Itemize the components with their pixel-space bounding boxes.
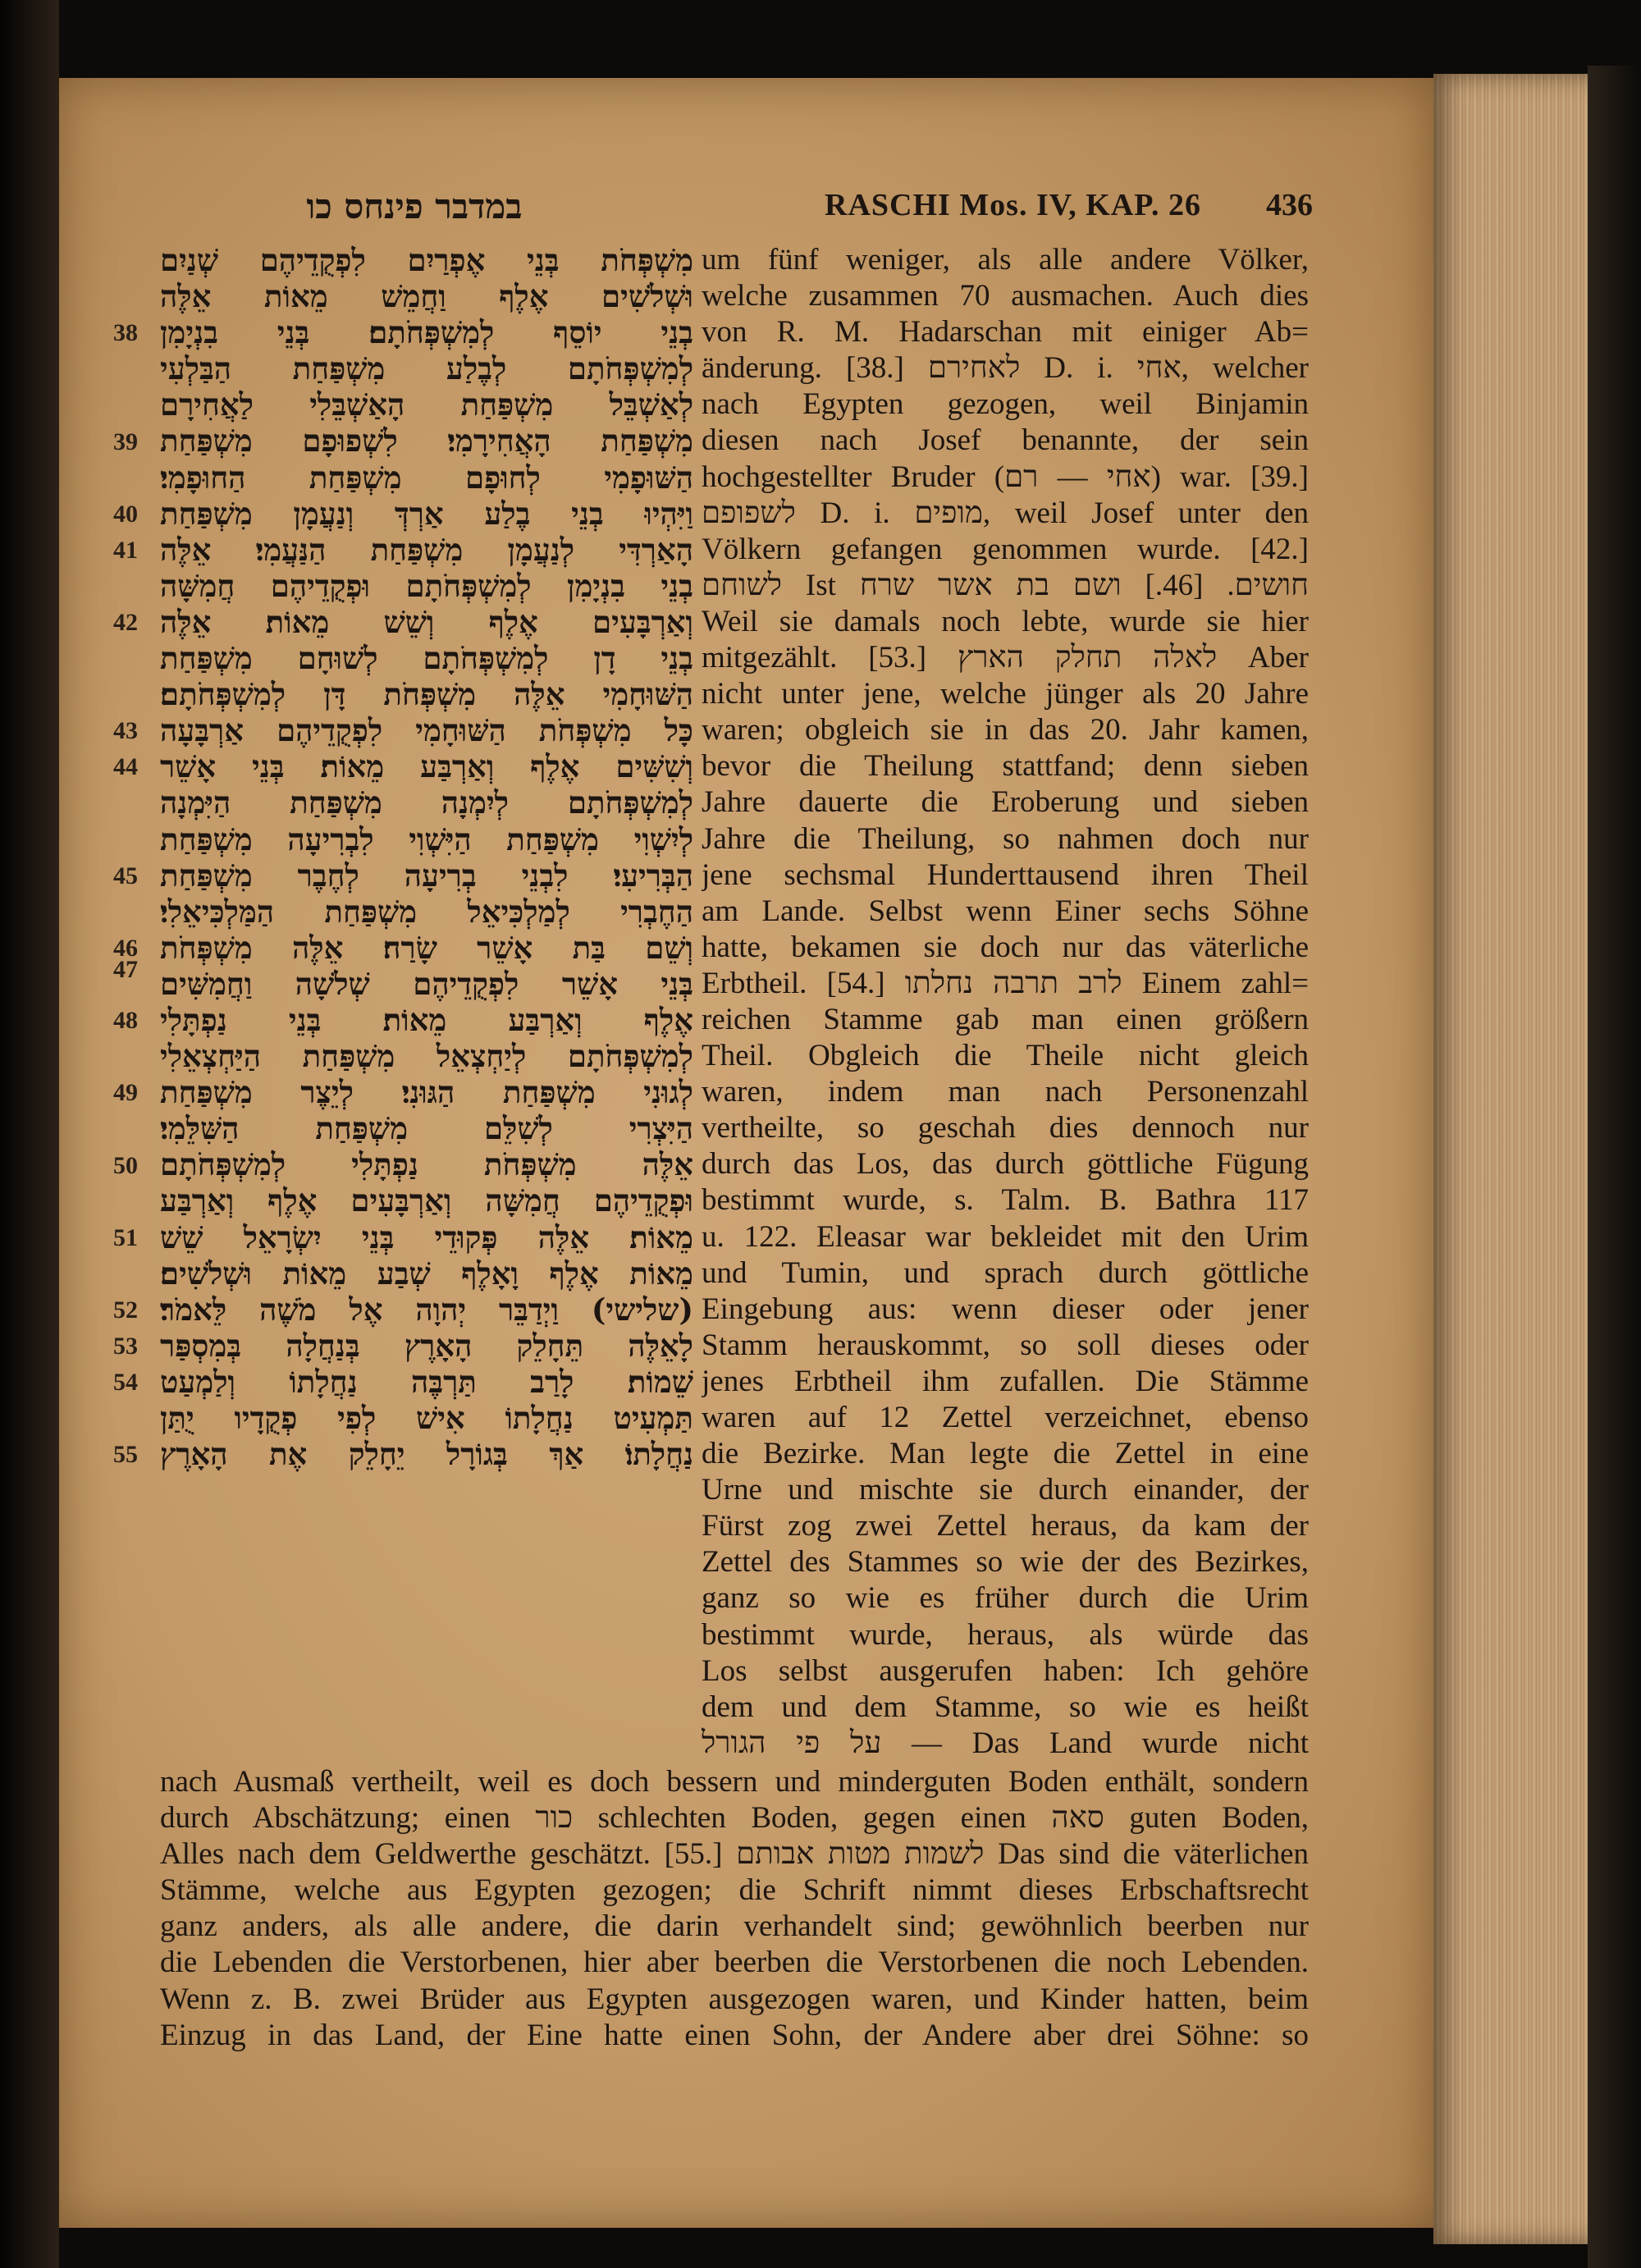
commentary-line: waren; obgleich sie in das 20. Jahr kamen, bbox=[702, 713, 1309, 748]
hebrew-line: הָאַרְדִּי לְנַעֲמָן מִשְׁפַּחַת הַנַּעֲמִי׃ אֵלֶּה bbox=[160, 531, 693, 568]
commentary-line: am Lande. Selbst wenn Einer sechs Söhne bbox=[702, 894, 1309, 928]
verse-number: 48 bbox=[113, 1007, 138, 1035]
hebrew-line: מִשְׁפְּחֹת בְּנֵי אֶפְרַיִם לִפְקֻדֵיהֶם שְׁנַיִם bbox=[160, 242, 693, 278]
hebrew-line: לָאֵלֶּה תֵּחָלֵק הָאָרֶץ בְּנַחֲלָה בְּמִסְפַּר bbox=[160, 1327, 693, 1364]
verse-number: 53 bbox=[113, 1333, 138, 1360]
verse-number: 45 bbox=[113, 862, 138, 889]
commentary-line: לשפופם D. i. מופים, weil Josef unter den bbox=[702, 496, 1309, 530]
commentary-line: ganz anders, als alle andere, die darin verhandelt sind; gewöhnlich beerben nur bbox=[160, 1909, 1309, 1944]
hebrew-line: לְמִשְׁפְּחֹתָם לְיִמְנָה מִשְׁפַּחַת הַיִּמְנָה bbox=[160, 784, 693, 821]
page-stack-edge bbox=[1433, 74, 1614, 2244]
commentary-line: על פי הגורל — Das Land wurde nicht bbox=[702, 1726, 1309, 1760]
commentary-line: nach Egypten gezogen, weil Binjamin bbox=[702, 387, 1309, 422]
commentary-line: die Bezirke. Man legte die Zettel in eine bbox=[702, 1437, 1309, 1471]
commentary-line: bestimmt wurde, heraus, als würde das bbox=[702, 1617, 1309, 1652]
running-head-german: RASCHI Mos. IV, KAP. 26 bbox=[825, 188, 1202, 222]
verse-number: 50 bbox=[113, 1151, 138, 1179]
commentary-line: Völkern gefangen genommen wurde. [42.] bbox=[702, 532, 1309, 566]
hebrew-line: אֶלֶף וְאַרְבַּע מֵאוֹת׃ בְּנֵי נַפְתָּלִי bbox=[160, 1001, 693, 1038]
commentary-line: jene sechsmal Hunderttausend ihren Theil bbox=[702, 857, 1309, 892]
verse-number: 51 bbox=[113, 1223, 138, 1251]
verse-number: 54 bbox=[113, 1369, 138, 1397]
commentary-line: Los selbst ausgerufen haben: Ich gehöre bbox=[702, 1653, 1309, 1688]
book-spine-shadow bbox=[0, 0, 59, 2268]
commentary-line: Eingebung aus: wenn dieser oder jener bbox=[702, 1292, 1309, 1326]
commentary-line: Jahre die Theilung, so nahmen doch nur bbox=[702, 821, 1309, 856]
hebrew-line: הַשּׁוּחָמִי אֵלֶּה מִשְׁפְּחֹת דָּן לְמִשְׁפְּחֹתָם׃ bbox=[160, 676, 693, 713]
commentary-line: nach Ausmaß vertheilt, weil es doch bessern und minderguten Boden enthält, sondern bbox=[160, 1765, 1309, 1799]
hebrew-line: לְיִשְׁוִי מִשְׁפַּחַת הַיִּשְׁוִי לִבְרִיעָה מִשְׁפַּחַת bbox=[160, 821, 693, 857]
verse-number: 38 bbox=[113, 319, 138, 347]
hebrew-line: נַחֲלָתוֹ׃ אַךְ בְּגוֹרָל יֵחָלֵק אֶת הָאָרֶץ bbox=[160, 1436, 693, 1473]
hebrew-line: לְמִשְׁפְּחֹתָם לְיַחְצְאֵל מִשְׁפַּחַת הַיַּחְצְאֵלִי bbox=[160, 1038, 693, 1075]
commentary-line: von R. M. Hadarschan mit einiger Ab= bbox=[702, 315, 1309, 350]
verse-number: 39 bbox=[113, 428, 138, 455]
hebrew-line: תַּמְעִיט נַחֲלָתוֹ אִישׁ לְפִי פְקֻדָיו יֻתַּן bbox=[160, 1400, 693, 1436]
commentary-line: Wenn z. B. zwei Brüder aus Egypten ausgezogen waren, und Kinder hatten, beim bbox=[160, 1982, 1309, 2016]
commentary-line: dem und dem Stamme, so wie es heißt bbox=[702, 1690, 1309, 1724]
commentary-line: Jahre dauerte die Eroberung und sieben bbox=[702, 785, 1309, 820]
hebrew-line: וְשִׁשִּׁים אֶלֶף וְאַרְבַּע מֵאוֹת׃ בְּנֵי אָשֵׁר bbox=[160, 748, 693, 785]
commentary-line: reichen Stamme gab man einen größern bbox=[702, 1002, 1309, 1036]
commentary-line: die Lebenden die Verstorbenen, hier aber beerben die Verstorbenen die noch Lebenden. bbox=[160, 1946, 1309, 1980]
hebrew-line: בְּנֵי אָשֵׁר לִפְקֻדֵיהֶם שְׁלֹשָׁה וַחֲמִשִּׁים bbox=[160, 965, 693, 1002]
hebrew-line: וּשְׁלֹשִׁים אֶלֶף וַחֲמֵשׁ מֵאוֹת אֵלֶּה bbox=[160, 278, 693, 315]
hebrew-line: הַיִּצְרִי לְשִׁלֵּם מִשְׁפַּחַת הַשִּׁלֵּמִי׃ bbox=[160, 1110, 693, 1147]
hebrew-line: לְאַשְׁבֵּל מִשְׁפַּחַת הָאַשְׁבֵּלִי לַאֲחִירָם bbox=[160, 386, 693, 423]
hebrew-line: הַשּׁוּפָמִי לְחוּפָם מִשְׁפַּחַת הַחוּפָמִי׃ bbox=[160, 459, 693, 496]
hebrew-text-column bbox=[160, 242, 693, 1472]
verse-number: 52 bbox=[113, 1296, 138, 1324]
hebrew-line: וּפְקֻדֵיהֶם חֲמִשָּׁה וְאַרְבָּעִים אֶלֶף וְאַרְבַּע bbox=[160, 1182, 693, 1219]
hebrew-line: וַיִּהְיוּ בְנֵי בֶלַע אַרְדְּ וְנַעֲמָן מִשְׁפַּחַת bbox=[160, 495, 693, 532]
running-head-hebrew: במדבר פינחס כו bbox=[306, 186, 523, 226]
commentary-line: Erbtheil. [54.] לרב תרבה נחלתו Einem zahl= bbox=[702, 966, 1309, 1000]
commentary-line: jenes Erbtheil ihm zufallen. Die Stämme bbox=[702, 1364, 1309, 1398]
hebrew-line: לְגוּנִי מִשְׁפַּחַת הַגּוּנִי׃ לְיֵצֶר מִשְׁפַּחַת bbox=[160, 1074, 693, 1111]
hebrew-line: לְמִשְׁפְּחֹתָם לְבֶלַע מִשְׁפַּחַת הַבַּלְעִי bbox=[160, 350, 693, 387]
commentary-line: und Tumin, und sprach durch göttliche bbox=[702, 1255, 1309, 1290]
page-number: 436 bbox=[1266, 188, 1313, 222]
verse-number: 40 bbox=[113, 500, 138, 528]
commentary-line: vertheilte, so geschah dies dennoch nur bbox=[702, 1111, 1309, 1145]
commentary-line: hatte, bekamen sie doch nur das väterliche bbox=[702, 930, 1309, 964]
hebrew-line: הַבְּרִיעִי׃ לִבְנֵי בְרִיעָה לְחֶבֶר מִשְׁפַּחַת bbox=[160, 857, 693, 894]
hebrew-line: וְשֵׁם בַּת אָשֵׁר שָׂרַח׃ אֵלֶּה מִשְׁפְּחֹת bbox=[160, 929, 693, 966]
commentary-line: änderung. [38.] לאחירם D. i. אחי, welcher bbox=[702, 351, 1309, 386]
commentary-line: ganz so wie es früher durch die Urim bbox=[702, 1581, 1309, 1616]
german-commentary-continuation bbox=[160, 1764, 1309, 2054]
book-cover-edge bbox=[1588, 66, 1641, 2268]
commentary-line: durch das Los, das durch göttliche Fügung bbox=[702, 1147, 1309, 1182]
verse-number: 41 bbox=[113, 536, 138, 564]
verse-number: 42 bbox=[113, 609, 138, 636]
commentary-line: Urne und mischte sie durch einander, der bbox=[702, 1473, 1309, 1507]
commentary-line: waren, indem man nach Personenzahl bbox=[702, 1075, 1309, 1109]
commentary-line: mitgezählt. [53.] לאלה תחלק הארץ Aber bbox=[702, 641, 1309, 675]
commentary-line: bevor die Theilung stattfand; denn sieben bbox=[702, 749, 1309, 784]
hebrew-line: בְנֵי יוֹסֵף לְמִשְׁפְּחֹתָם׃ בְּנֵי בִנְיָמִן bbox=[160, 314, 693, 351]
commentary-line: Theil. Obgleich die Theile nicht gleich bbox=[702, 1039, 1309, 1073]
commentary-line: Stämme, welche aus Egypten gezogen; die Schrift nimmt dieses Erbschaftsrecht bbox=[160, 1873, 1309, 1908]
german-commentary-column bbox=[702, 242, 1309, 1762]
hebrew-line: בְנֵי דָן לְמִשְׁפְּחֹתָם לְשׁוּחָם מִשְׁפַּחַת bbox=[160, 640, 693, 677]
commentary-line: Stamm herauskommt, so soll dieses oder bbox=[702, 1328, 1309, 1362]
verse-number: 49 bbox=[113, 1079, 138, 1107]
commentary-line: Alles nach dem Geldwerthe geschätzt. [55.] לשמות מטות אבותם Das sind die väterlichen bbox=[160, 1837, 1309, 1872]
verse-number: 43 bbox=[113, 717, 138, 745]
commentary-line: durch Abschätzung; einen כור schlechten Boden, gegen einen סאה guten Boden, bbox=[160, 1801, 1309, 1836]
commentary-line: diesen nach Josef benannte, der sein bbox=[702, 423, 1309, 458]
verse-number: 55 bbox=[113, 1441, 138, 1469]
hebrew-line: מִשְׁפַּחַת הָאֲחִירָמִי׃ לִשְׁפוּפָם מִשְׁפַּחַת bbox=[160, 423, 693, 460]
commentary-line: Fürst zog zwei Zettel heraus, da kam der bbox=[702, 1509, 1309, 1543]
hebrew-line: כָּל מִשְׁפְּחֹת הַשּׁוּחָמִי לִפְקֻדֵיהֶם אַרְבָּעָה bbox=[160, 712, 693, 749]
commentary-line: waren auf 12 Zettel verzeichnet, ebenso bbox=[702, 1401, 1309, 1434]
hebrew-line: וְאַרְבָּעִים אֶלֶף וְשֵׁשׁ מֵאוֹת׃ אֵלֶּה bbox=[160, 603, 693, 640]
commentary-line: um fünf weniger, als alle andere Völker, bbox=[702, 243, 1309, 277]
hebrew-line: אֵלֶּה מִשְׁפְּחֹת נַפְתָּלִי לְמִשְׁפְּחֹתָם bbox=[160, 1146, 693, 1183]
hebrew-line: בְנֵי בִנְיָמִן לְמִשְׁפְּחֹתָם וּפְקֻדֵיהֶם חֲמִשָּׁה bbox=[160, 567, 693, 604]
commentary-line: welche zusammen 70 ausmachen. Auch dies bbox=[702, 279, 1309, 313]
hebrew-line: מֵאוֹת אֶלֶף וָאָלֶף שְׁבַע מֵאוֹת וּשְׁלֹשִׁים׃ bbox=[160, 1255, 693, 1292]
hebrew-line: מֵאוֹת׃ אֵלֶּה פְּקוּדֵי בְּנֵי יִשְׂרָאֵל שֵׁשׁ bbox=[160, 1219, 693, 1255]
verse-number: 44 bbox=[113, 753, 138, 781]
hebrew-line: שֵׁמוֹת׃ לָרַב תַּרְבֶּה נַחֲלָתוֹ וְלַמְעַט bbox=[160, 1363, 693, 1400]
commentary-line: nicht unter jene, welche jünger als 20 Jahre bbox=[702, 677, 1309, 711]
hebrew-line: (שלישי) וַיְדַבֵּר יְהוָה אֶל מֹשֶׁה לֵּאמֹר׃ bbox=[160, 1291, 693, 1328]
verse-number: 47 bbox=[113, 956, 138, 984]
commentary-line: Weil sie damals noch lebte, wurde sie hier bbox=[702, 604, 1309, 638]
commentary-line: Zettel des Stammes so wie der des Bezirkes, bbox=[702, 1545, 1309, 1580]
commentary-line: לשוחם Ist חושים. [46.] ושם בת אשר שרח bbox=[702, 568, 1309, 602]
commentary-line: bestimmt wurde, s. Talm. B. Bathra 117 bbox=[702, 1183, 1309, 1218]
verse-number: 46 bbox=[113, 934, 138, 962]
commentary-line: u. 122. Eleasar war bekleidet mit den Urim bbox=[702, 1219, 1309, 1254]
commentary-line: hochgestellter Bruder (אחי — רם) war. [39.] bbox=[702, 460, 1309, 494]
hebrew-line: הַחֶבְרִי לְמַלְכִּיאֵל מִשְׁפַּחַת הַמַּלְכִּיאֵלִי׃ bbox=[160, 893, 693, 930]
commentary-line: Einzug in das Land, der Eine hatte einen Sohn, der Andere aber drei Söhne: so bbox=[160, 2018, 1309, 2052]
